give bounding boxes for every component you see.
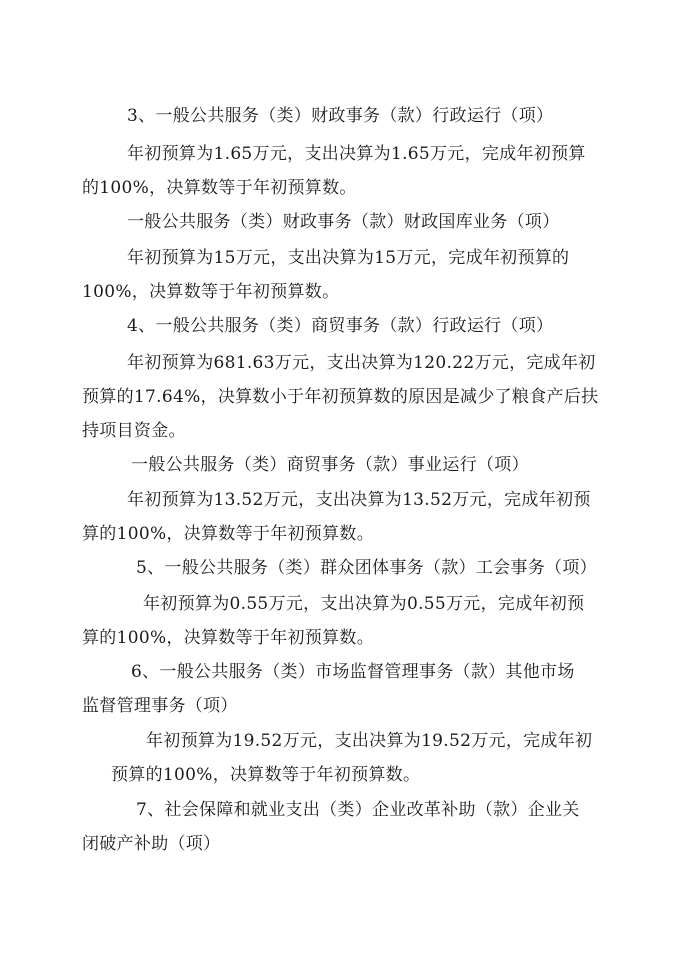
text-line: 闭破产补助（项） [82,834,221,854]
heading-6: 6、一般公共服务（类）市场监督管理事务（款）其他市场 [131,662,575,682]
text-line: 年初预算为1.65万元，支出决算为1.65万元，完成年初预算 [127,144,586,164]
heading-7: 7、社会保障和就业支出（类）企业改革补助（款）企业关 [136,800,580,820]
text-line: 年初预算为13.52万元，支出决算为13.52万元，完成年初预 [127,490,591,510]
text-line: 算的100%，决算数等于年初预算数。 [82,524,375,544]
text-line: 预算的17.64%，决算数小于年初预算数的原因是减少了粮食产后扶 [82,387,599,407]
heading-3: 3、一般公共服务（类）财政事务（款）行政运行（项） [127,106,554,126]
text-line: 监督管理事务（项） [82,696,238,716]
text-line: 的100%，决算数等于年初预算数。 [82,178,357,198]
text-line: 年初预算为15万元，支出决算为15万元，完成年初预算的 [127,248,570,268]
text-line: 年初预算为19.52万元，支出决算为19.52万元，完成年初 [146,731,593,751]
heading-4: 4、一般公共服务（类）商贸事务（款）行政运行（项） [127,316,554,336]
subheading: 一般公共服务（类）商贸事务（款）事业运行（项） [131,455,529,475]
text-line: 年初预算为681.63万元，支出决算为120.22万元，完成年初 [127,353,596,373]
text-line: 持项目资金。 [82,421,186,441]
text-line: 算的100%，决算数等于年初预算数。 [82,628,375,648]
text-line: 100%，决算数等于年初预算数。 [82,282,340,302]
heading-5: 5、一般公共服务（类）群众团体事务（款）工会事务（项） [136,558,597,578]
text-line: 年初预算为0.55万元，支出决算为0.55万元，完成年初预 [143,594,585,614]
text-line: 预算的100%，决算数等于年初预算数。 [111,765,421,785]
subheading: 一般公共服务（类）财政事务（款）财政国库业务（项） [127,212,560,232]
